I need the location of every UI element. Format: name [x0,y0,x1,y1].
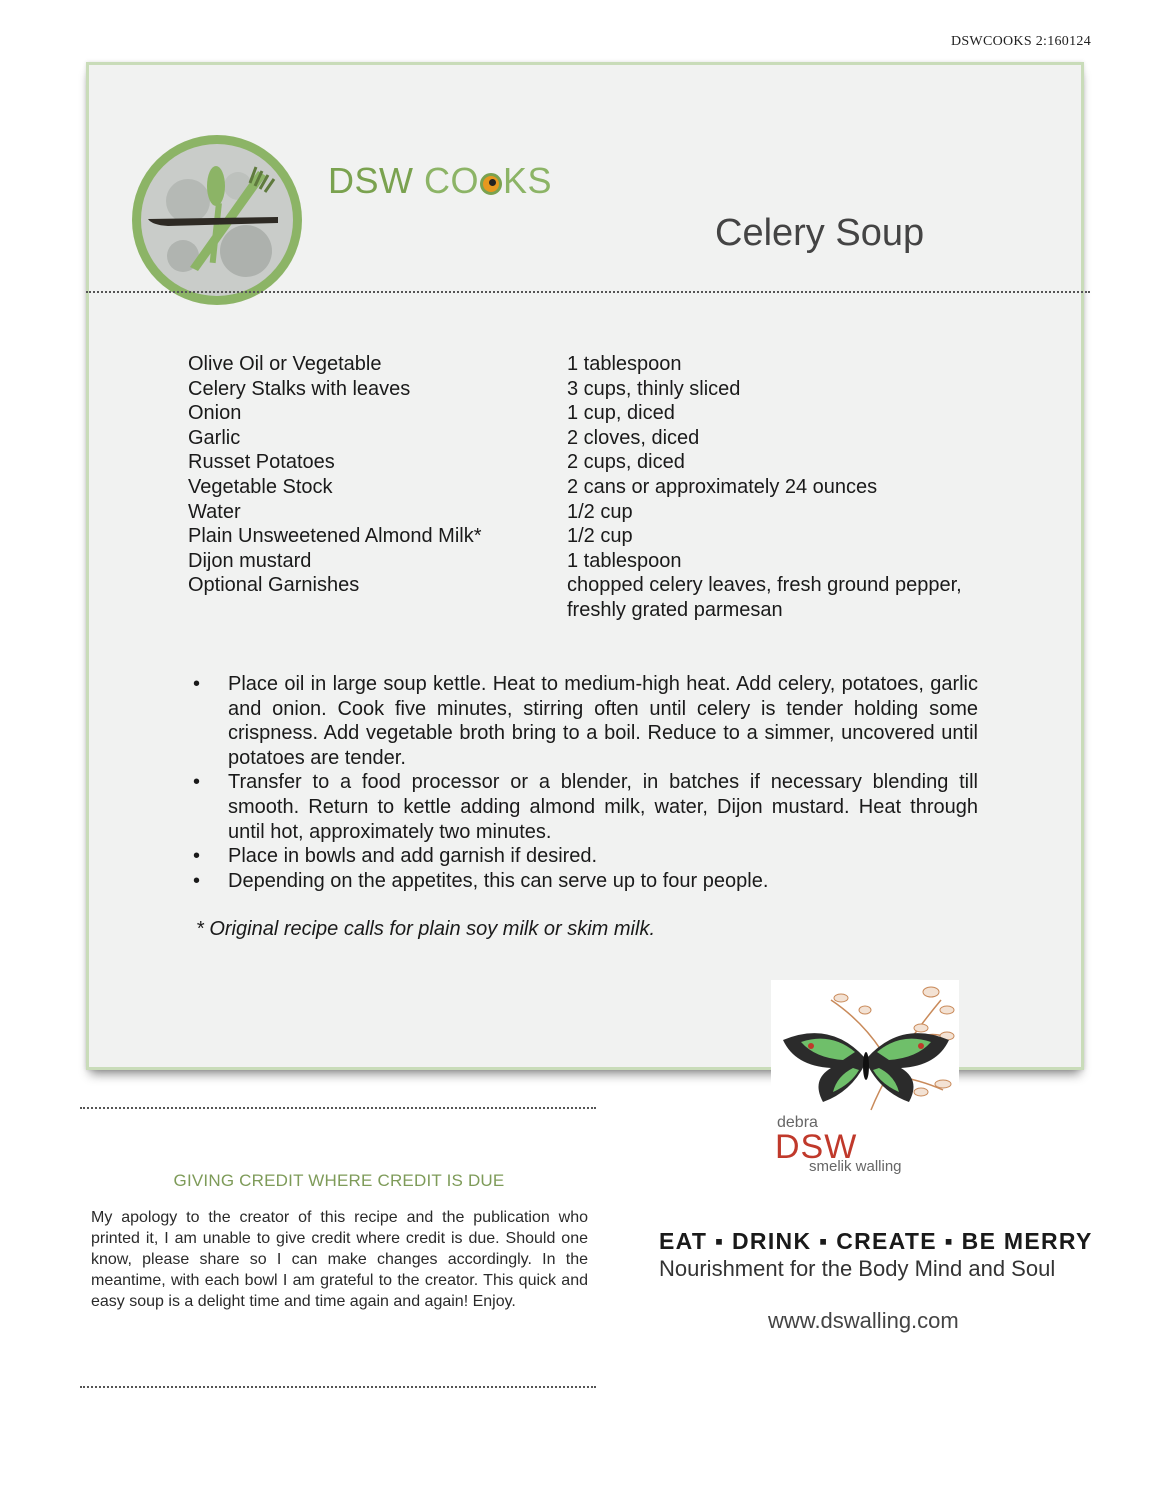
credit-top-divider [80,1107,596,1109]
instruction-step [190,770,978,844]
ingredient-row [188,401,988,426]
ingredient-name: Onion [188,402,242,425]
instruction-text: Transfer to a food processor or a blender, in batches if necessary blending till smooth. Return to kettle adding almond milk, water, Dijon mustard. Heat through until hot, approximately two minutes. [228,771,978,843]
footer-motto: EAT ▪ DRINK ▪ CREATE ▪ BE MERRY [659,1228,1093,1254]
signature-last-name: smelik walling [809,1158,902,1175]
ingredient-row [188,450,988,475]
ingredient-name: Plain Unsweetened Almond Milk* [188,525,482,548]
credit-heading: GIVING CREDIT WHERE CREDIT IS DUE [173,1171,505,1190]
ingredient-row [188,500,988,525]
ingredient-name: Vegetable Stock [188,475,333,498]
ingredient-row [188,352,988,377]
ingredient-name: Optional Garnishes [188,574,360,597]
ingredient-quantity: chopped celery leaves, fresh ground pepper, freshly grated parmesan [567,574,962,621]
utensils-logo-icon [128,131,306,309]
header-divider [86,291,1090,293]
ingredient-quantity: 1/2 cup [567,525,633,548]
instruction-step [190,869,978,894]
ingredient-quantity: 1 tablespoon [567,549,682,572]
ingredient-row [188,549,988,574]
ingredient-name: Olive Oil or Vegetable [188,353,382,375]
instruction-text: Depending on the appetites, this can serve up to four people. [228,869,769,892]
ingredient-quantity: 1 cup, diced [567,402,675,425]
ingredient-quantity: 2 cloves, diced [567,426,700,449]
ingredient-row [188,377,988,402]
ingredient-row [188,573,988,622]
signature-initials: DSW [775,1128,858,1166]
document-id: DSWCOOKS 2:160124 [950,34,1091,49]
ingredient-list [188,352,988,623]
ingredient-row [188,524,988,549]
brand-wordmark [328,160,552,202]
ingredient-name: Russet Potatoes [188,451,335,474]
brand-dsw: DSW [328,160,414,201]
signature-logo [771,980,959,1180]
bullet-icon: • [193,869,201,892]
ingredient-quantity: 3 cups, thinly sliced [567,377,741,400]
bullet-icon: • [193,771,201,794]
bullet-icon: • [193,673,201,695]
instruction-step [190,672,978,770]
ingredient-name: Garlic [188,426,241,449]
brand-co: CO [424,160,480,201]
footer-tagline: Nourishment for the Body Mind and Soul [659,1256,1056,1281]
ingredient-name: Water [188,500,241,523]
ingredient-name: Celery Stalks with leaves [188,377,411,400]
credit-text: My apology to the creator of this recipe and the publication who printed it, I am unable to give credit where credit is due. Should one know, please share so I can make changes accordingly. In the meantime, with each bowl I am grateful to the creator. This quick and easy soup is a delight time and time again and again! Enjoy. [91,1209,588,1310]
instruction-text: Place oil in large soup kettle. Heat to medium-high heat. Add celery, potatoes, garlic and onion. Cook five minutes, stirring often until celery is tender holding some crispness. Add vegetable broth bring to a boil. Reduce to a simmer, uncovered until potatoes are tender. [228,673,978,769]
instruction-step [190,844,978,869]
website-link[interactable]: www.dswalling.com [768,1308,959,1333]
butterfly-icon [771,980,959,1112]
brand-ks: KS [503,160,553,201]
ingredient-quantity: 2 cans or approximately 24 ounces [567,475,878,498]
ingredient-quantity: 1 tablespoon [567,353,682,375]
recipe-title: Celery Soup [715,212,925,254]
eye-icon [480,173,502,195]
ingredient-quantity: 2 cups, diced [567,451,685,474]
ingredient-quantity: 1/2 cup [567,500,633,523]
ingredient-name: Dijon mustard [188,549,312,572]
bullet-icon: • [193,845,201,868]
signature-first-name: debra [777,1114,818,1131]
ingredient-row [188,426,988,451]
credit-bottom-divider [80,1386,596,1388]
instruction-list [190,672,978,893]
instruction-text: Place in bowls and add garnish if desired. [228,845,598,868]
ingredient-row [188,475,988,500]
recipe-footnote: * Original recipe calls for plain soy milk or skim milk. [196,918,656,940]
